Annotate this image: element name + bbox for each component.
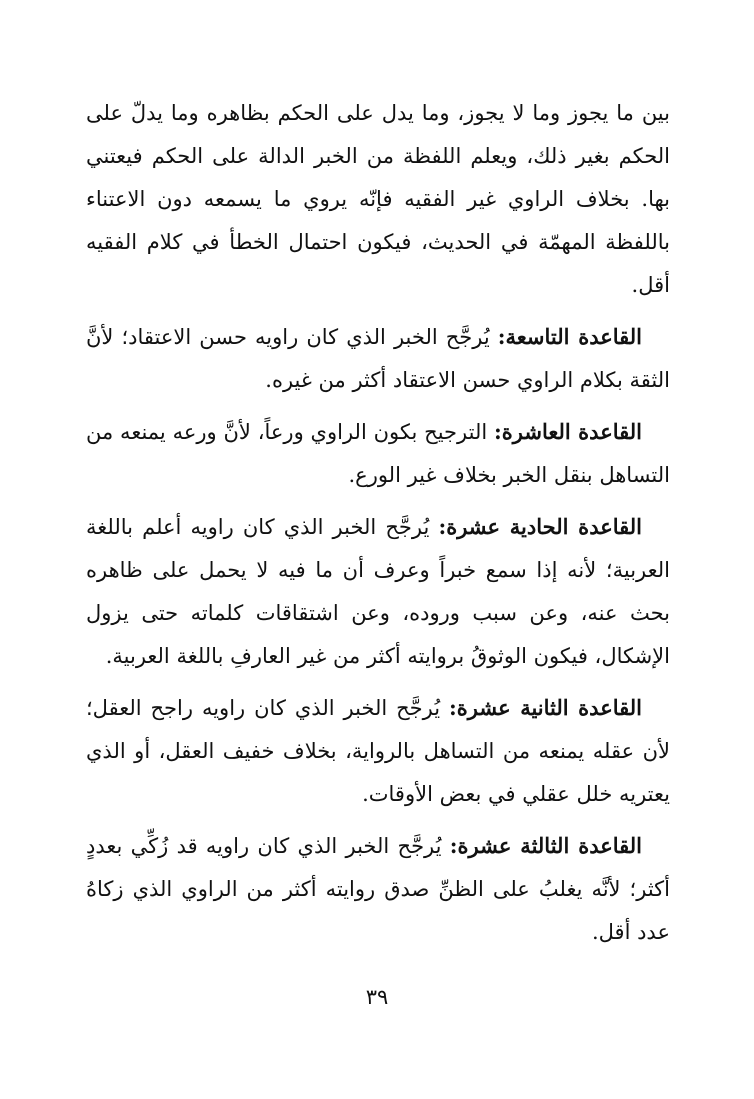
- rule-heading: القاعدة العاشرة:: [494, 419, 642, 444]
- rule-heading: القاعدة الثالثة عشرة:: [449, 833, 643, 858]
- paragraph-text: بين ما يجوز وما لا يجوز، وما يدل على الحكم بظاهره وما يدلّ على الحكم بغير ذلك، ويعلم اللفظة من الخبر الدالة على الحكم فيعتني بها. بخلاف الراوي غير الفقيه فإنّه يروي ما يسمعه دون الاعتناء باللفظة المهمّة في الحديث، فيكون احتمال الخطأ في كلام الفقيه أقل.: [86, 101, 670, 297]
- rule-13-paragraph: [86, 824, 670, 954]
- rule-heading: القاعدة الحادية عشرة:: [438, 514, 642, 539]
- rule-text: يُرجَّح الخبر الذي كان راويه حسن الاعتقاد؛ لأنَّ الثقة بكلام الراوي حسن الاعتقاد أكثر من غيره.: [86, 325, 670, 392]
- rule-10-paragraph: [86, 410, 670, 497]
- rule-text: يُرجَّح الخبر الذي كان راويه قد زُكِّي بعددٍ أكثر؛ لأنَّه يغلبُ على الظنِّ صدق روايته أكثر من الراوي الذي زكاهُ عدد أقل.: [86, 834, 670, 944]
- page-body: [86, 92, 670, 954]
- rule-11-paragraph: [86, 505, 670, 678]
- rule-12-paragraph: [86, 686, 670, 816]
- rule-heading: القاعدة الثانية عشرة:: [449, 695, 642, 720]
- paragraph-continuation: [86, 92, 670, 307]
- page-number: ٣٩: [365, 985, 389, 1009]
- rule-heading: القاعدة التاسعة:: [497, 324, 643, 349]
- rule-text: يُرجَّح الخبر الذي كان راويه أعلم باللغة العربية؛ لأنه إذا سمع خبراً وعرف أن ما فيه لا يحمل على ظاهره بحث عنه، وعن سبب وروده، وعن اشتقاقات كلماته حتى يزول الإشكال، فيكون الوثوقُ بروايته أكثر من غير العارفِ باللغة العربية.: [86, 515, 670, 668]
- rule-9-paragraph: [86, 315, 670, 402]
- rule-text: يُرجَّح الخبر الذي كان راويه راجح العقل؛ لأن عقله يمنعه من التساهل بالرواية، بخلاف خفيف العقل، أو الذي يعتريه خلل عقلي في بعض الأوقات.: [86, 696, 670, 806]
- rule-text: الترجيح بكون الراوي ورعاً، لأنَّ ورعه يمنعه من التساهل بنقل الخبر بخلاف غير الورع.: [86, 420, 670, 487]
